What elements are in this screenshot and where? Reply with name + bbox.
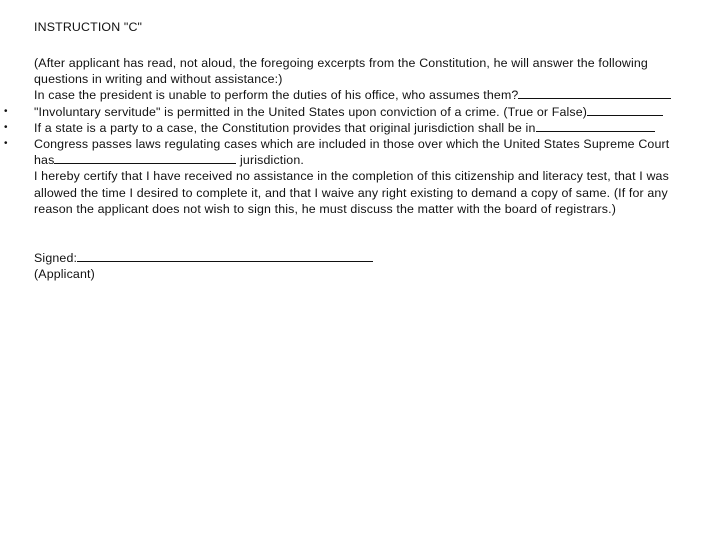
question-3-text: If a state is a party to a case, the Constitution provides that original jurisdiction shall be in: [34, 120, 536, 135]
question-4: [4, 136, 686, 168]
bullet-icon: •: [4, 105, 8, 117]
certification-text: I hereby certify that I have received no assistance in the completion of this citizenship and literacy test, that I was allowed the time I desired to complete it, and that I waive any right existing to demand a copy of same. (If for any reason the applicant does not wish to sign this, he must discuss the matter with the board of registrars.): [34, 169, 669, 216]
bullet-icon: •: [4, 121, 8, 133]
signature-block: [34, 250, 373, 282]
answer-3-blank[interactable]: [536, 120, 655, 132]
question-1: [34, 87, 686, 103]
question-2-text: "Involuntary servitude" is permitted in the United States upon conviction of a crime. (True or False): [34, 104, 588, 119]
question-4-text: Congress passes laws regulating cases which are included in those over which the United States Supreme Court has: [34, 137, 670, 168]
question-1-text: In case the president is unable to perform the duties of his office, who assumes them?: [34, 88, 519, 103]
signature-line: [34, 250, 373, 266]
question-block: [4, 55, 686, 217]
applicant-label: (Applicant): [34, 267, 95, 282]
question-4-suffix: jurisdiction.: [240, 153, 304, 168]
question-3: [4, 120, 686, 136]
bullet-icon: •: [4, 138, 8, 150]
signature-field[interactable]: [77, 250, 373, 262]
document-title: INSTRUCTION "C": [34, 20, 143, 34]
answer-2-blank[interactable]: [587, 104, 663, 116]
answer-1-blank[interactable]: [518, 87, 671, 99]
answer-4-blank[interactable]: [54, 152, 236, 164]
question-2: [4, 104, 686, 120]
signed-label: Signed:: [34, 251, 78, 265]
intro-text: (After applicant has read, not aloud, the foregoing excerpts from the Constitution, he will answer the following questions in writing and without assistance:): [34, 56, 648, 87]
